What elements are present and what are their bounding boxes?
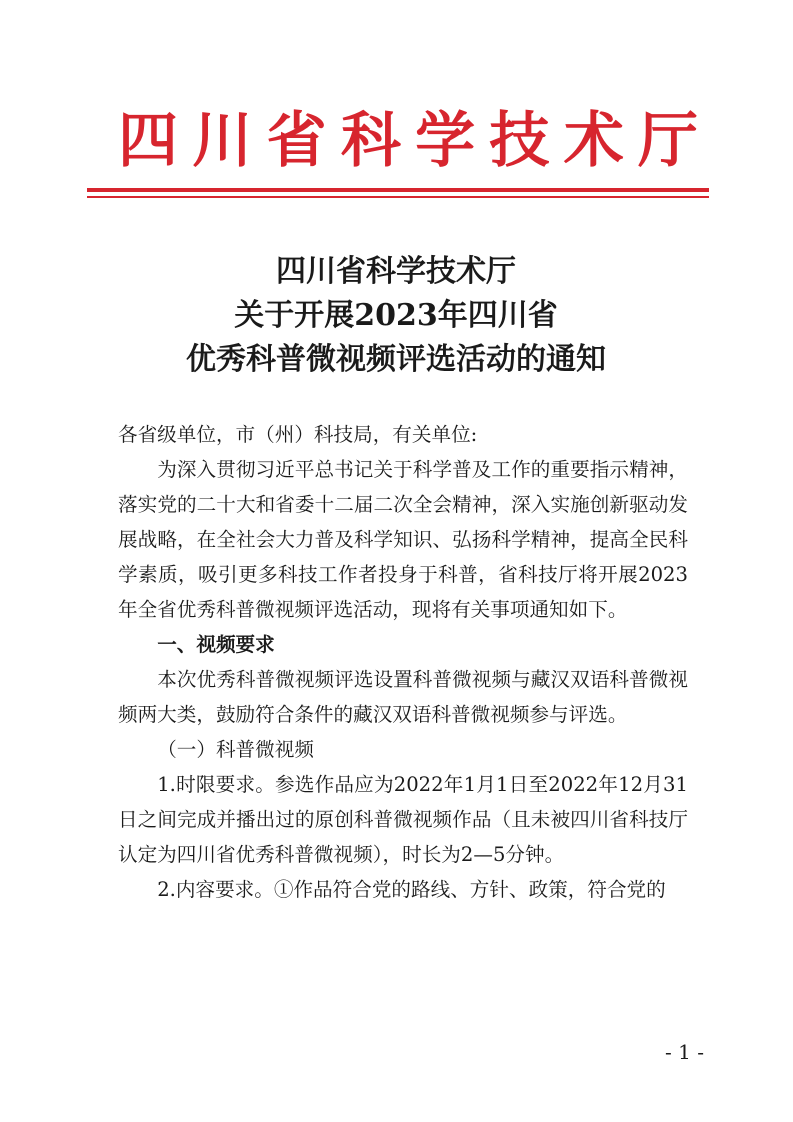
letterhead-divider-thin (87, 196, 709, 198)
letterhead-divider-thick (87, 188, 709, 192)
salutation: 各省级单位，市（州）科技局，有关单位: (118, 423, 478, 446)
letterhead-char: 省 (266, 106, 327, 176)
letterhead-char: 学 (415, 106, 476, 176)
document-body (118, 417, 688, 907)
item-2-paragraph: 2.内容要求。①作品符合党的路线、方针、政策，符合党的 (157, 878, 666, 901)
letterhead-char: 科 (340, 106, 401, 176)
document-title (96, 250, 696, 382)
item-1-paragraph: 1.时限要求。参选作品应为2022年1月1日至2022年12月31日之间完成并播出过的原创科普微视频作品（且未被四川省科技厅认定为四川省优秀科普微视频），时长为2—5分钟。 (118, 773, 688, 866)
letterhead-char: 四 (118, 106, 178, 176)
section-1-paragraph: 本次优秀科普微视频评选设置科普微视频与藏汉双语科普微视频两大类，鼓励符合条件的藏汉双语科普微视频参与评选。 (118, 668, 688, 726)
letterhead-char: 厅 (637, 106, 698, 176)
subsection-1-heading: （一）科普微视频 (157, 738, 314, 761)
letterhead-char: 技 (489, 106, 550, 176)
title-line-2: 关于开展2023年四川省 (234, 298, 558, 333)
title-line-3: 优秀科普微视频评选活动的通知 (186, 342, 606, 377)
intro-paragraph: 为深入贯彻习近平总书记关于科学普及工作的重要指示精神，落实党的二十大和省委十二届二次全会精神，深入实施创新驱动发展战略，在全社会大力普及科学知识、弘扬科学精神，提高全民科学素质，吸引更多科技工作者投身于科普，省科技厅将开展2023年全省优秀科普微视频评选活动，现将有关事项通知如下。 (118, 458, 688, 621)
letterhead-char: 川 (192, 106, 253, 176)
section-1-heading: 一、视频要求 (157, 633, 275, 656)
letterhead-char: 术 (563, 106, 624, 176)
title-line-1: 四川省科学技术厅 (276, 254, 516, 289)
page-number: - 1 - (665, 1040, 704, 1064)
letterhead (118, 104, 698, 178)
